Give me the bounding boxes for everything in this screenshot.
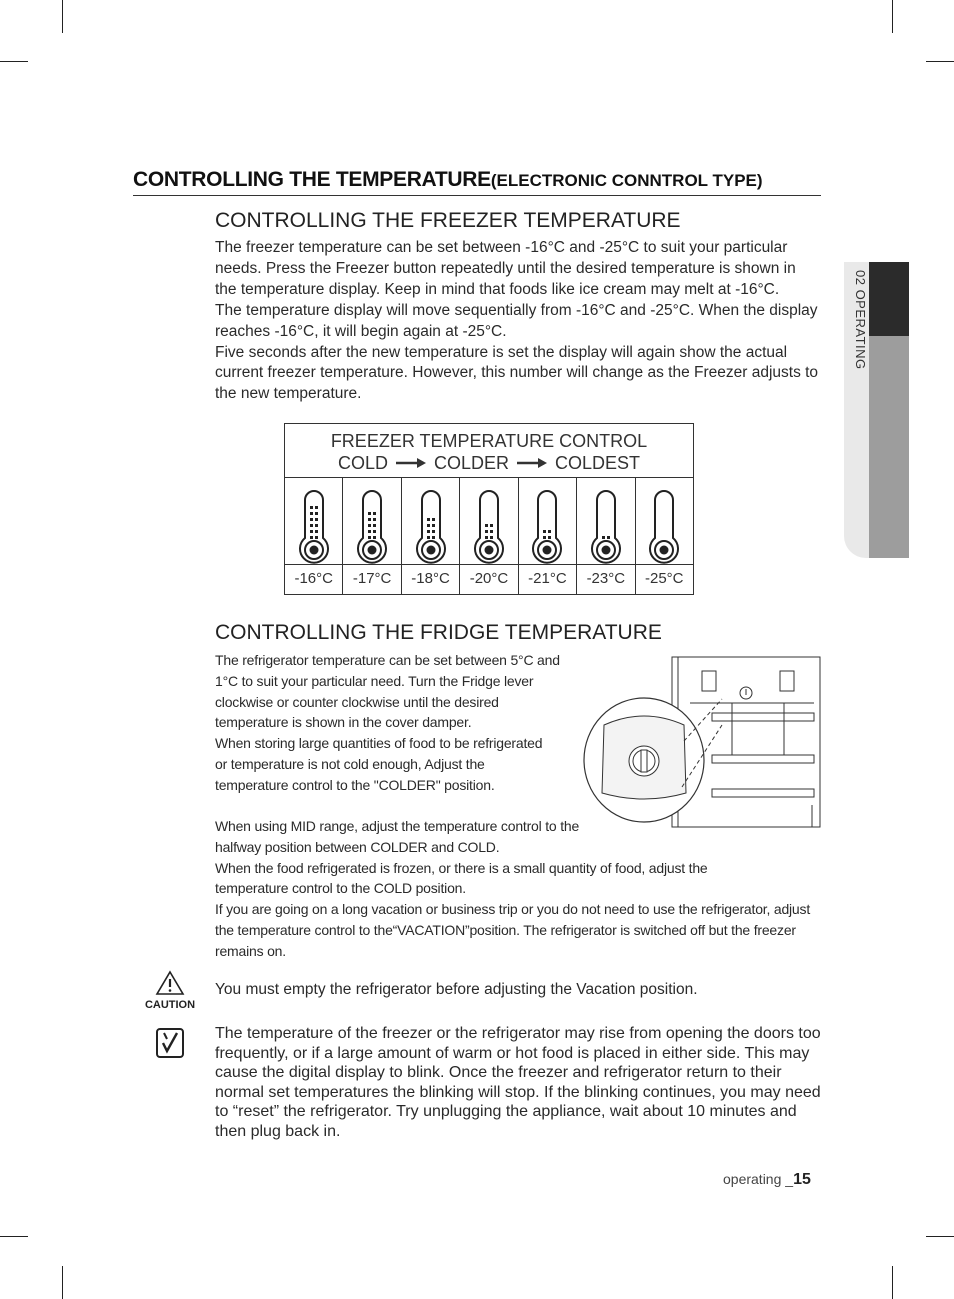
temperature-value: -25°C xyxy=(636,564,693,592)
thermometer-cell xyxy=(343,478,401,594)
thermometer-icon xyxy=(413,486,449,566)
step-colder: COLDER xyxy=(433,453,509,473)
thermometer-cell xyxy=(636,478,693,594)
thermometer-cell xyxy=(577,478,635,594)
temperature-value: -18°C xyxy=(402,564,459,592)
arrow-right-icon xyxy=(396,458,426,468)
temperature-value: -20°C xyxy=(460,564,517,592)
crop-mark xyxy=(926,61,954,62)
thermometer-cell xyxy=(460,478,518,594)
chapter-tab-label: 02 OPERATING xyxy=(853,270,868,370)
crop-mark xyxy=(926,1236,954,1237)
freezer-paragraph: The freezer temperature can be set between -16°C and -25°C to suit your particular needs. Press the Freezer button repeatedly until the desired temperature is shown in the temperature display. Keep in mind that foods like ice cream may melt at -16°C. xyxy=(215,239,796,298)
freezer-paragraph: The temperature display will move sequentially from -16°C and -25°C. When the display reaches -16°C, it will begin again at -25°C. xyxy=(215,301,818,340)
fridge-paragraph: If you are going on a long vacation or business trip or you do not need to use the refrigerator, adjust the temperature control to the“VACATION”position. The refrigerator is switched off but the freezer remains on. xyxy=(215,901,811,959)
crop-mark xyxy=(892,1266,893,1299)
thermometer-icon xyxy=(296,486,332,566)
caution-label: CAUTION xyxy=(144,999,196,1011)
freezer-table-title: FREEZER TEMPERATURE CONTROL xyxy=(330,431,648,451)
crop-mark xyxy=(892,0,893,33)
warning-triangle-icon xyxy=(155,970,185,996)
freezer-body xyxy=(215,238,821,405)
arrow-right-icon xyxy=(517,458,547,468)
note-pencil-icon xyxy=(155,1027,185,1059)
thermometer-icon xyxy=(529,486,565,566)
page-title xyxy=(133,168,821,196)
thermometer-cell xyxy=(402,478,460,594)
crop-mark xyxy=(0,61,28,62)
thermometer-icon xyxy=(588,486,624,566)
fridge-body-narrow xyxy=(215,650,575,796)
thermometer-icon xyxy=(354,486,390,566)
page-title-sub: (ELECTRONIC CONNTROL TYPE) xyxy=(490,171,763,190)
thermometer-cell xyxy=(285,478,343,594)
fridge-control-illustration xyxy=(582,655,822,830)
fridge-heading: CONTROLLING THE FRIDGE TEMPERATURE xyxy=(215,621,662,644)
thermometer-cell xyxy=(519,478,577,594)
freezer-table-cells xyxy=(285,478,693,594)
caution-text: You must empty the refrigerator before adjusting the Vacation position. xyxy=(215,981,698,998)
thermometer-icon xyxy=(471,486,507,566)
fridge-paragraph: When using MID range, adjust the temperature control to the halfway position between COLDER and COLD. xyxy=(215,818,580,855)
note-text: The temperature of the freezer or the refrigerator may rise from opening the doors too frequently, or if a large amount of warm or hot food is placed in either side. This may cause the digital display to blink. Once the freezer and refrigerator return to their normal set temperatures the blinking will stop. If the blinking continues, you may need to “reset” the refrigerator. Try unplugging the appliance, wait about 10 minutes and then plug back in. xyxy=(215,1025,821,1140)
temperature-value: -16°C xyxy=(285,564,342,592)
step-coldest: COLDEST xyxy=(555,453,641,473)
thermometer-icon xyxy=(646,486,682,566)
freezer-heading: CONTROLLING THE FREEZER TEMPERATURE xyxy=(215,209,681,232)
page-footer xyxy=(723,1171,811,1189)
temperature-value: -23°C xyxy=(577,564,634,592)
fridge-paragraph: When the food refrigerated is frozen, or there is a small quantity of food, adjust the temperature control to the COLD position. xyxy=(215,859,708,897)
freezer-paragraph: Five seconds after the new temperature is set the display will again show the actual current freezer temperature. However, this number will change as the Freezer adjusts to the new temperature. xyxy=(215,343,819,403)
temperature-value: -17°C xyxy=(343,564,400,592)
footer-section: operating _ xyxy=(723,1171,794,1187)
page-number: 15 xyxy=(793,1171,811,1188)
crop-mark xyxy=(0,1236,28,1237)
fridge-paragraph: The refrigerator temperature can be set between 5°C and 1°C to suit your particular need. Turn the Fridge lever clockwise or counter clockwise until the desired temperature is shown in the cover damper. xyxy=(215,652,560,731)
freezer-table-header xyxy=(285,424,693,478)
fridge-body xyxy=(215,816,821,962)
caution-icon xyxy=(140,970,200,1011)
freezer-control-table xyxy=(284,423,694,595)
page-title-main: CONTROLLING THE TEMPERATURE xyxy=(133,168,491,191)
fridge-paragraph: When storing large quantities of food to be refrigerated or temperature is not cold enough, Adjust the temperature control to the "COLDER" position. xyxy=(215,735,543,793)
crop-mark xyxy=(62,0,63,33)
step-cold: COLD xyxy=(337,453,388,473)
chapter-tab xyxy=(844,262,909,558)
crop-mark xyxy=(62,1266,63,1299)
temperature-value: -21°C xyxy=(519,564,576,592)
